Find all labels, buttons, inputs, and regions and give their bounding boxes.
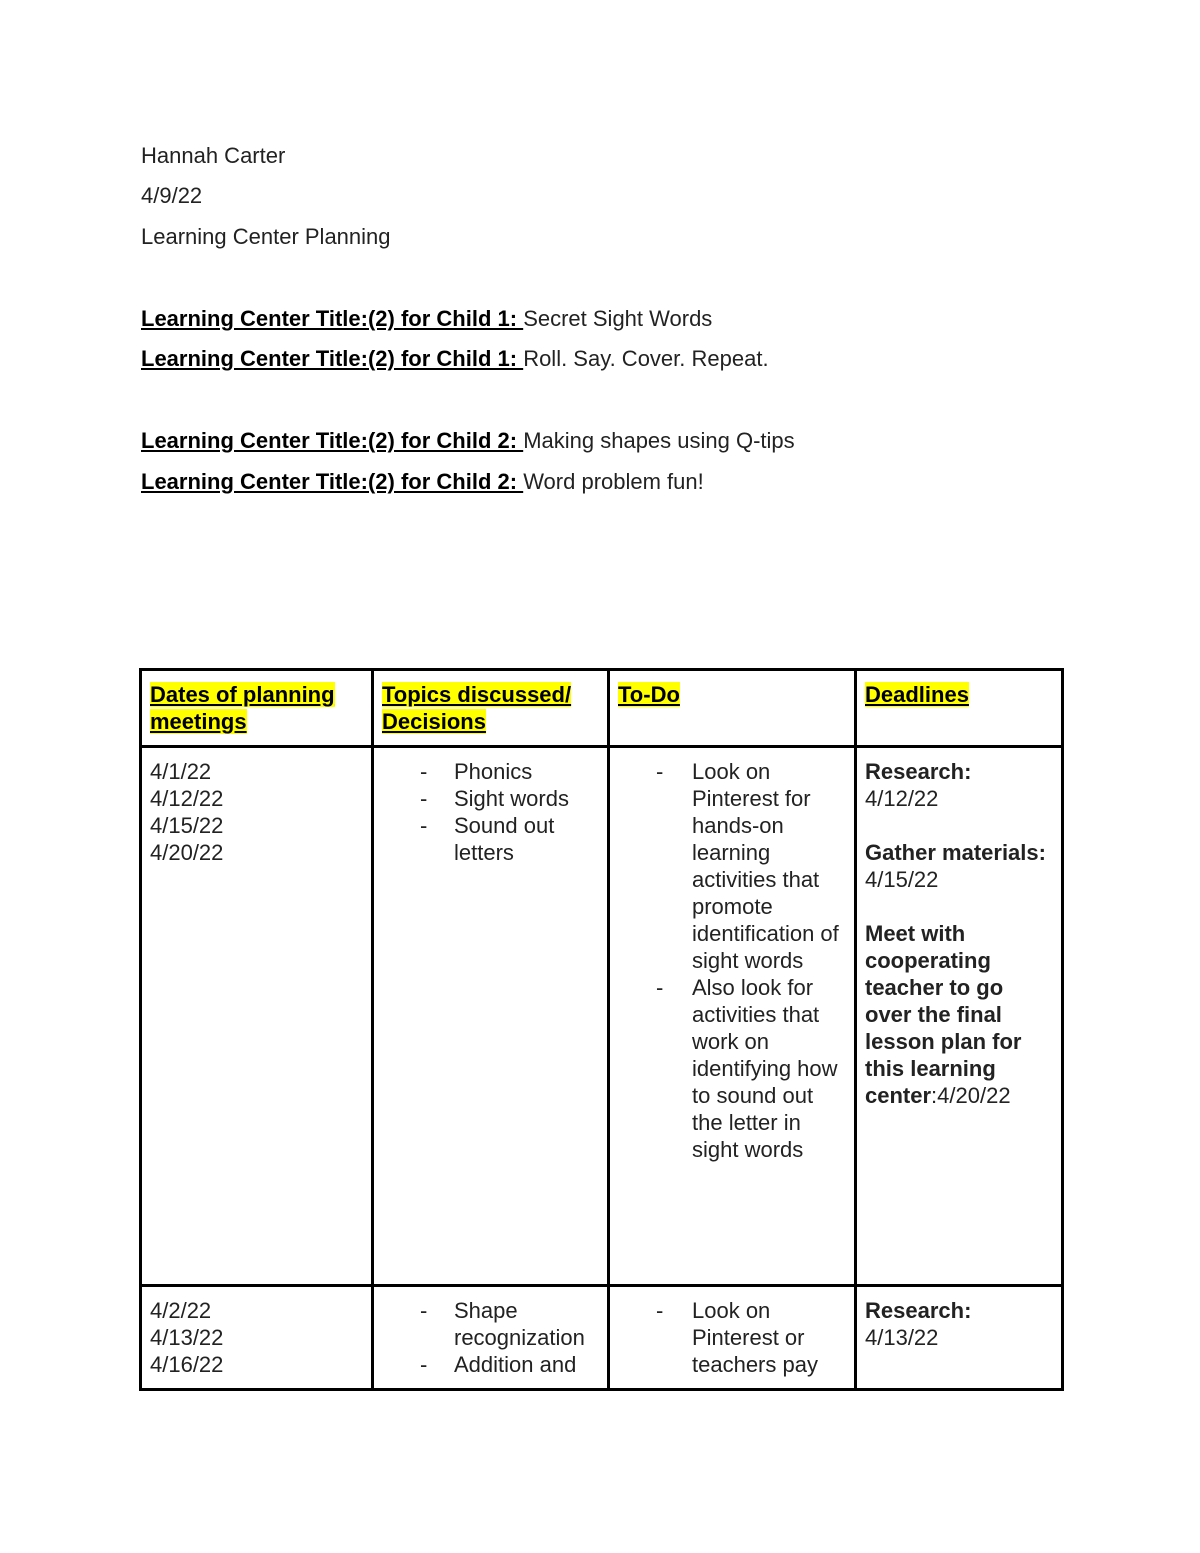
column-header-text: To-Do [618,682,680,707]
center-title-value: Roll. Say. Cover. Repeat. [523,346,769,371]
planning-table [139,668,1064,1391]
topics-cell [373,747,609,1286]
center-title-line [141,346,769,372]
todo-item: - Also look for activities that work on identifying how to sound out the letter in sight words [618,974,846,1163]
center-title-value: Making shapes using Q-tips [523,428,795,453]
center-title-line [141,428,795,454]
column-header [856,670,1063,747]
document-title: Learning Center Planning [141,224,391,249]
column-header-text: Deadlines [865,682,969,707]
meeting-date: 4/2/22 [150,1298,212,1323]
deadline-date: :4/20/22 [931,1083,1011,1108]
table-row [141,747,1063,1286]
topic-item: - Phonics [382,758,599,785]
deadlines-cell [856,1286,1063,1390]
center-title-label: Learning Center Title:(2) for Child 2: [141,469,524,494]
table-row [141,1286,1063,1390]
dates-cell [141,747,373,1286]
meeting-date: 4/15/22 [150,813,224,838]
topics-cell [373,1286,609,1390]
column-header-text: Topics discussed/ Decisions [382,682,572,734]
document-date: 4/9/22 [141,183,203,208]
deadline-item [865,758,1053,812]
deadline-item [865,1297,1053,1351]
todo-cell [609,1286,856,1390]
column-header [141,670,373,747]
column-header [373,670,609,747]
deadline-item [865,920,1053,1109]
center-title-value: Word problem fun! [523,469,704,494]
deadline-item [865,839,1053,893]
todo-item: - Look on Pinterest or teachers pay [618,1297,846,1378]
deadline-date: 4/12/22 [865,786,939,811]
dates-cell [141,1286,373,1390]
topic-item: - Sight words [382,785,599,812]
meeting-date: 4/13/22 [150,1325,224,1350]
table-header-row [141,670,1063,747]
center-title-label: Learning Center Title:(2) for Child 1: [141,346,524,371]
deadline-label: Gather materials: [865,840,1046,865]
meeting-date: 4/1/22 [150,759,212,784]
meeting-date: 4/20/22 [150,840,224,865]
deadline-date: 4/13/22 [865,1325,939,1350]
todo-item: - Look on Pinterest for hands-on learning activities that promote identification of sight words [618,758,846,974]
center-title-value: Secret Sight Words [523,306,713,331]
author-name: Hannah Carter [141,143,286,168]
meeting-date: 4/16/22 [150,1352,224,1377]
deadline-label: Research: [865,1298,972,1323]
center-title-line [141,469,704,495]
column-header-text: Dates of planning meetings [150,682,335,734]
center-title-label: Learning Center Title:(2) for Child 1: [141,306,524,331]
column-header [609,670,856,747]
center-title-label: Learning Center Title:(2) for Child 2: [141,428,524,453]
deadline-date: 4/15/22 [865,867,939,892]
deadline-label: Research: [865,759,972,784]
topic-item: - Shape recognization [382,1297,599,1351]
meeting-date: 4/12/22 [150,786,224,811]
center-title-line [141,306,712,332]
topic-item: - Addition and [382,1351,599,1378]
deadline-label: Meet with cooperating teacher to go over the final lesson plan for this learning center [865,921,1022,1108]
topic-item: - Sound out letters [382,812,599,866]
deadlines-cell [856,747,1063,1286]
todo-cell [609,747,856,1286]
